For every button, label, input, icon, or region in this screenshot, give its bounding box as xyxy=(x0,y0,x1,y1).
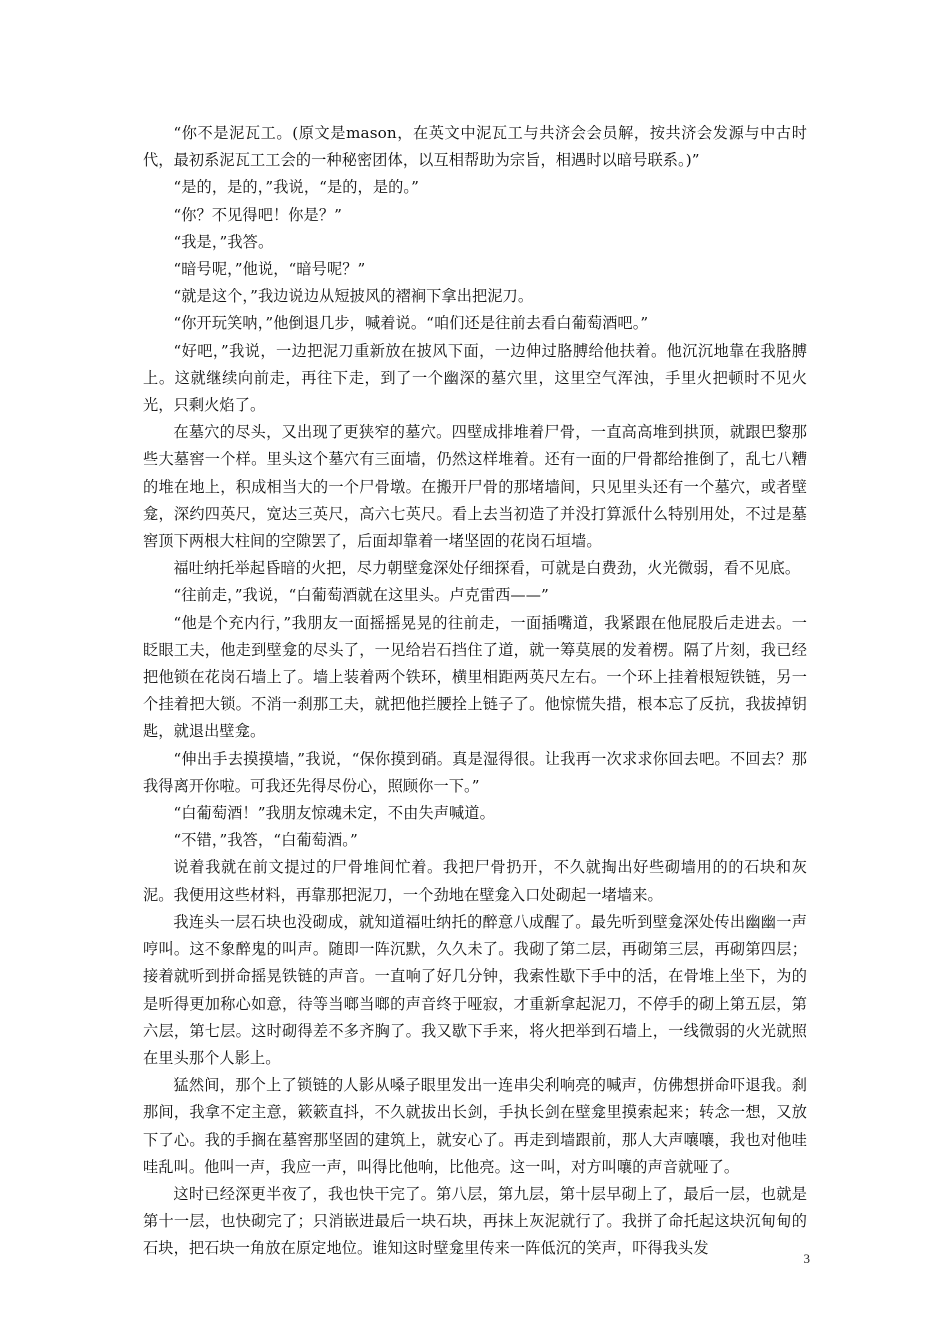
paragraph: “就是这个，”我边说边从短披风的褶裥下拿出把泥刀。 xyxy=(173,287,534,306)
paragraph: “你开玩笑呐，”他倒退几步，喊着说。“咱们还是往前去看白葡萄酒吧。” xyxy=(173,314,649,333)
paragraph: “白葡萄酒！”我朋友惊魂未定，不由失声喊道。 xyxy=(173,804,495,823)
paragraph: “你？不见得吧！你是？” xyxy=(173,205,342,224)
paragraph: “是的，是的，”我说，“是的，是的。” xyxy=(173,178,419,197)
paragraph: “往前走，”我说，“白葡萄酒就在这里头。卢克雷西——” xyxy=(173,586,549,605)
paragraph: “好吧，”我说，一边把泥刀重新放在披风下面，一边伸过胳膊给他扶着。他沉沉地靠在我胳膊上。这就继续向前走，再往下走，到了一个幽深的墓穴里，这里空气浑浊，手里火把顿时不见火光，只剩火焰了。 xyxy=(143,341,807,415)
paragraph: 猛然间，那个上了锁链的人影从嗓子眼里发出一连串尖利响亮的喊声，仿佛想拼命吓退我。刹那间，我拿不定主意，簌簌直抖，不久就拔出长剑，手执长剑在壁龛里摸索起来；转念一想，又放下了心。我的手搁在墓窖那坚固的建筑上，就安心了。再走到墙跟前，那人大声嚷嚷，我也对他哇哇乱叫。他叫一声，我应一声，叫得比他响，比他亮。这一叫，对方叫嚷的声音就哑了。 xyxy=(143,1076,807,1176)
paragraph: “他是个充内行，”我朋友一面摇摇晃晃的往前走，一面插嘴道，我紧跟在他屁股后走进去。一眨眼工夫，他走到壁龛的尽头了，一见给岩石挡住了道，就一筹莫展的发着楞。隔了片刻，我已经把他锁在花岗石墙上了。墙上装着两个铁环，横里相距两英尺左右。一个环上挂着根短铁链，另一个挂着把大锁。不消一刹那工夫，就把他拦腰拴上链子了。他惊慌失措，根本忘了反抗，我拔掉钥匙，就退出壁龛。 xyxy=(143,613,807,741)
paragraph: “伸出手去摸摸墙，”我说，“保你摸到硝。真是湿得很。让我再一次求求你回去吧。不回去？那我得离开你啦。可我还先得尽份心，照顾你一下。” xyxy=(143,749,807,795)
paragraph: 说着我就在前文提过的尸骨堆间忙着。我把尸骨扔开，不久就掏出好些砌墙用的的石块和灰泥。我便用这些材料，再靠那把泥刀，一个劲地在壁龛入口处砌起一堵墙来。 xyxy=(143,858,807,904)
paragraph: 在墓穴的尽头，又出现了更狭窄的墓穴。四壁成排堆着尸骨，一直高高堆到拱顶，就跟巴黎那些大墓窖一个样。里头这个墓穴有三面墙，仍然这样堆着。还有一面的尸骨都给推倒了，乱七八糟的堆在地上，积成相当大的一个尸骨墩。在搬开尸骨的那堵墙间，只见里头还有一个墓穴，或者壁龛，深约四英尺，宽达三英尺，高六七英尺。看上去当初造了并没打算派什么特别用处，不过是墓窖顶下两根大柱间的空隙罢了，后面却靠着一堵坚固的花岗石垣墙。 xyxy=(143,423,807,551)
paragraph: 这时已经深更半夜了，我也快干完了。第八层，第九层，第十层早砌上了，最后一层，也就是第十一层，也快砌完了；只消嵌进最后一块石块，再抹上灰泥就行了。我拼了命托起这块沉甸甸的石块，把石块一角放在原定地位。谁知这时壁龛里传来一阵低沉的笑声，吓得我头发 xyxy=(143,1184,807,1258)
paragraph: “你不是泥瓦工。(原文是mason，在英文中泥瓦工与共济会会员解，按共济会发源与中古时代，最初系泥瓦工工会的一种秘密团体，以互相帮助为宗旨，相遇时以暗号联系。)” xyxy=(143,124,807,170)
page-number: 3 xyxy=(803,1251,810,1266)
paragraph: “我是，”我答。 xyxy=(173,232,274,251)
text-body xyxy=(143,120,807,1263)
paragraph: “暗号呢，”他说，“暗号呢？” xyxy=(173,260,366,279)
paragraph: 我连头一层石块也没砌成，就知道福吐纳托的醉意八成醒了。最先听到壁龛深处传出幽幽一声哼叫。这不象醉鬼的叫声。随即一阵沉默，久久未了。我砌了第二层，再砌第三层，再砌第四层；接着就听到拼命摇晃铁链的声音。一直响了好几分钟，我索性歇下手中的活，在骨堆上坐下，为的是听得更加称心如意，待等当啷当啷的声音终于哑寂，才重新拿起泥刀，不停手的砌上第五层，第六层，第七层。这时砌得差不多齐胸了。我又歇下手来，将火把举到石墙上，一线微弱的火光就照在里头那个人影上。 xyxy=(143,912,807,1067)
paragraph: 福吐纳托举起昏暗的火把，尽力朝壁龛深处仔细探看，可就是白费劲，火光微弱，看不见底。 xyxy=(173,559,801,578)
paragraph: “不错，”我答，“白葡萄酒。” xyxy=(173,831,358,850)
